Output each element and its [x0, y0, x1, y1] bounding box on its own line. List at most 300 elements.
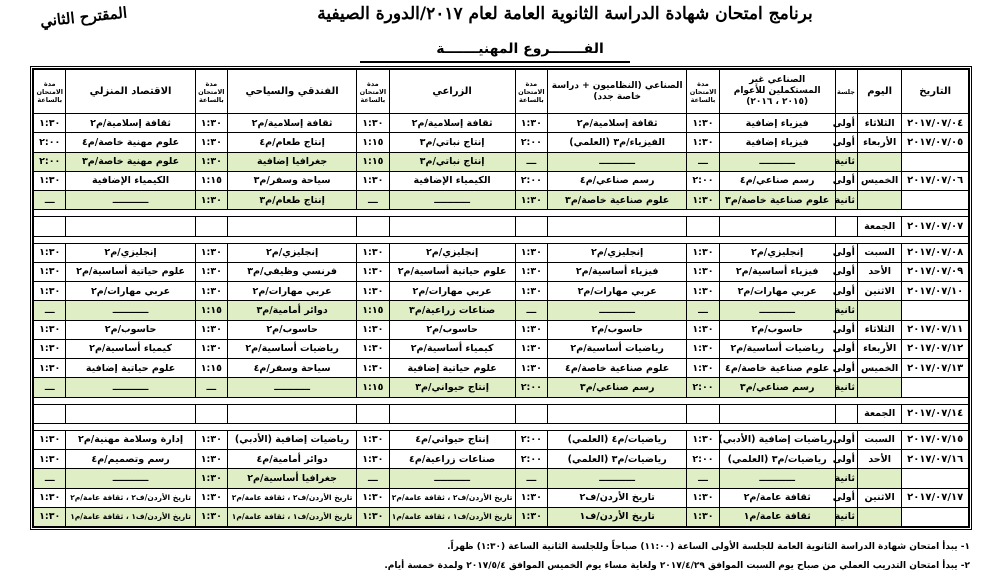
date-cell: ٢٠١٧/٠٧/١٣ [902, 359, 969, 378]
industrial-cell: فيزياء أساسية/م٢ [548, 262, 687, 281]
header-industrial-unemployed: الصناعي غير المستكملين للأعوام (٢٠١٥ ، ٢٠١٦) [719, 70, 835, 114]
session-cell: ثانية [835, 301, 857, 320]
industrial-cell: ـــــــــــ [548, 301, 687, 320]
industrial-cell: رسم صناعي/م٤ [548, 171, 687, 190]
agricultural-cell: إنتاج حيواني/م٤ [389, 430, 515, 449]
table-row [34, 262, 969, 281]
duration-cell: ٢:٠٠ [515, 378, 547, 397]
agricultural-cell: صناعات زراعية/م٣ [389, 301, 515, 320]
day-cell: السبت [857, 243, 901, 262]
hotel-cell: إنجليزي/م٢ [227, 243, 356, 262]
separator-cell [34, 423, 969, 430]
industrial-unemployed-cell: فيزياء إضافية [719, 114, 835, 133]
industrial-unemployed-cell: رياضيات/م٣ (العلمي) [719, 450, 835, 469]
industrial-unemployed-cell: ثقافة عامة/م٢ [719, 488, 835, 507]
date-cell: ٢٠١٧/٠٧/٠٨ [902, 243, 969, 262]
header-duration: مدة الامتحان بالساعة [687, 70, 719, 114]
agricultural-cell: صناعات زراعية/م٤ [389, 450, 515, 469]
separator-cell [34, 210, 969, 217]
page-title: برنامج امتحان شهادة الدراسة الثانوية العامة لعام ٢٠١٧/الدورة الصيفية [317, 4, 813, 24]
duration-cell: ـــ [34, 469, 66, 488]
date-cell [902, 191, 969, 210]
duration-cell: ٢:٠٠ [687, 171, 719, 190]
date-cell: ٢٠١٧/٠٧/٠٥ [902, 133, 969, 152]
subtitle-underline [360, 61, 630, 63]
date-cell: ٢٠١٧/٠٧/٠٧ [902, 217, 969, 236]
home-economics-cell: ـــــــــــ [66, 378, 195, 397]
home-economics-cell: علوم مهنية خاصة/م٣ [66, 152, 195, 171]
duration-cell: ١:٣٠ [515, 282, 547, 301]
header-duration: مدة الامتحان بالساعة [34, 70, 66, 114]
duration-cell: ١:٣٠ [687, 133, 719, 152]
proposal-label: المقترح الثاني [39, 3, 128, 31]
day-cell: الأحد [857, 262, 901, 281]
date-cell [902, 378, 969, 397]
industrial-unemployed-cell: إنجليزي/م٢ [719, 243, 835, 262]
day-cell: السبت [857, 430, 901, 449]
duration-cell: ١:٣٠ [195, 320, 227, 339]
duration-cell: ١:٣٠ [195, 507, 227, 526]
hotel-cell: عربي مهارات/م٢ [227, 282, 356, 301]
table-row [34, 320, 969, 339]
header-duration: مدة الامتحان بالساعة [357, 70, 389, 114]
duration-cell: ١:٣٠ [195, 488, 227, 507]
duration-cell: ١:٣٠ [195, 469, 227, 488]
session-cell: أولى [835, 282, 857, 301]
hotel-cell: سياحة وسفر/م٤ [227, 359, 356, 378]
schedule-table [33, 69, 969, 527]
agricultural-cell: ـــــــــــ [389, 469, 515, 488]
table-row [34, 359, 969, 378]
session-cell: ثانية [835, 469, 857, 488]
table-row [34, 133, 969, 152]
day-cell [857, 378, 901, 397]
day-cell: الثلاثاء [857, 320, 901, 339]
home-economics-cell [66, 217, 195, 236]
home-economics-cell: إنجليزي/م٢ [66, 243, 195, 262]
table-row [34, 114, 969, 133]
duration-cell: ١:٣٠ [687, 114, 719, 133]
header-home-economics: الاقتصاد المنزلي [66, 70, 195, 114]
agricultural-cell: عربي مهارات/م٢ [389, 282, 515, 301]
home-economics-cell: رسم وتصميم/م٤ [66, 450, 195, 469]
duration-cell: ١:٣٠ [357, 339, 389, 358]
industrial-cell [548, 217, 687, 236]
table-row [34, 469, 969, 488]
session-cell: أولى [835, 450, 857, 469]
agricultural-cell: إنتاج نباتي/م٣ [389, 133, 515, 152]
hotel-cell [227, 217, 356, 236]
home-economics-cell: علوم مهنية خاصة/م٤ [66, 133, 195, 152]
industrial-unemployed-cell: ـــــــــــ [719, 301, 835, 320]
home-economics-cell: حاسوب/م٢ [66, 320, 195, 339]
schedule-body [34, 114, 969, 527]
separator-cell [34, 397, 969, 404]
day-cell: الخميس [857, 171, 901, 190]
hotel-cell: سياحة وسفر/م٣ [227, 171, 356, 190]
table-row [34, 507, 969, 526]
duration-cell: ـــ [357, 469, 389, 488]
table-row [34, 488, 969, 507]
industrial-cell: تاريخ الأردن/ف١ [548, 507, 687, 526]
agricultural-cell: إنتاج نباتي/م٣ [389, 152, 515, 171]
duration-cell [515, 217, 547, 236]
hotel-cell: حاسوب/م٢ [227, 320, 356, 339]
table-row [34, 152, 969, 171]
hotel-cell: جغرافيا إضافية [227, 152, 356, 171]
duration-cell: ١:١٥ [357, 378, 389, 397]
agricultural-cell: علوم حياتية إضافية [389, 359, 515, 378]
duration-cell: ١:٣٠ [515, 320, 547, 339]
industrial-cell: ـــــــــــ [548, 469, 687, 488]
session-cell: أولى [835, 133, 857, 152]
table-row [34, 191, 969, 210]
session-cell [835, 217, 857, 236]
duration-cell: ٢:٠٠ [515, 133, 547, 152]
duration-cell: ١:١٥ [357, 301, 389, 320]
duration-cell: ١:٣٠ [687, 430, 719, 449]
hotel-cell: رياضيات إضافية (الأدبي) [227, 430, 356, 449]
industrial-cell: رياضيات/م٤ (العلمي) [548, 430, 687, 449]
table-row [34, 378, 969, 397]
duration-cell: ١:٣٠ [687, 243, 719, 262]
session-cell: أولى [835, 320, 857, 339]
header-hotel: الفندقي والسياحي [227, 70, 356, 114]
agricultural-cell: إنتاج حيواني/م٣ [389, 378, 515, 397]
day-cell [857, 507, 901, 526]
duration-cell: ١:٣٠ [687, 282, 719, 301]
session-cell: ثانية [835, 152, 857, 171]
date-cell [902, 469, 969, 488]
duration-cell: ـــ [34, 191, 66, 210]
home-economics-cell: ـــــــــــ [66, 469, 195, 488]
note-2: ٢- يبدأ امتحان التدريب العملي من صباح يوم السبت الموافق ٢٠١٧/٤/٢٩ ولغاية مساء يوم الخميس الموافق ٢٠١٧/٥/٤ ولمدة خمسة أيام. [384, 561, 970, 571]
duration-cell: ٢:٠٠ [34, 152, 66, 171]
session-cell: أولى [835, 359, 857, 378]
duration-cell: ١:٣٠ [515, 191, 547, 210]
duration-cell [195, 217, 227, 236]
date-cell: ٢٠١٧/٠٧/١٧ [902, 488, 969, 507]
day-cell [857, 191, 901, 210]
agricultural-cell: حاسوب/م٢ [389, 320, 515, 339]
table-row [34, 171, 969, 190]
duration-cell: ١:٣٠ [34, 320, 66, 339]
session-cell: ثانية [835, 191, 857, 210]
duration-cell: ١:١٥ [195, 171, 227, 190]
industrial-cell: رياضيات/م٣ (العلمي) [548, 450, 687, 469]
hotel-cell: تاريخ الأردن/ف١ ، ثقافة عامة/م١ [227, 507, 356, 526]
duration-cell: ١:١٥ [357, 152, 389, 171]
hotel-cell: إنتاج طعام/م٣ [227, 191, 356, 210]
separator-row [34, 236, 969, 243]
session-cell: أولى [835, 243, 857, 262]
duration-cell: ١:٣٠ [357, 282, 389, 301]
duration-cell: ١:٣٠ [515, 262, 547, 281]
duration-cell: ١:٣٠ [34, 282, 66, 301]
day-cell [857, 301, 901, 320]
industrial-unemployed-cell [719, 404, 835, 423]
duration-cell: ١:٣٠ [195, 114, 227, 133]
agricultural-cell: إنجليزي/م٢ [389, 243, 515, 262]
home-economics-cell: عربي مهارات/م٢ [66, 282, 195, 301]
industrial-cell: ثقافة إسلامية/م٢ [548, 114, 687, 133]
industrial-unemployed-cell: ثقافة عامة/م١ [719, 507, 835, 526]
duration-cell: ١:٣٠ [357, 320, 389, 339]
duration-cell: ١:١٥ [195, 359, 227, 378]
industrial-cell: إنجليزي/م٢ [548, 243, 687, 262]
hotel-cell: جغرافيا أساسية/م٢ [227, 469, 356, 488]
hotel-cell: إنتاج طعام/م٤ [227, 133, 356, 152]
schedule-table-frame [30, 66, 972, 530]
session-cell [835, 404, 857, 423]
industrial-unemployed-cell: ـــــــــــ [719, 469, 835, 488]
table-row [34, 243, 969, 262]
date-cell: ٢٠١٧/٠٧/١٠ [902, 282, 969, 301]
table-row [34, 339, 969, 358]
home-economics-cell: تاريخ الأردن/ف٢ ، ثقافة عامة/م٢ [66, 488, 195, 507]
session-cell: أولى [835, 114, 857, 133]
hotel-cell: ـــــــــــ [227, 378, 356, 397]
duration-cell: ٢:٠٠ [687, 378, 719, 397]
agricultural-cell: كيمياء أساسية/م٢ [389, 339, 515, 358]
duration-cell: ١:٣٠ [357, 450, 389, 469]
industrial-unemployed-cell: علوم صناعية خاصة/م٣ [719, 191, 835, 210]
industrial-cell: رياضيات أساسية/م٢ [548, 339, 687, 358]
agricultural-cell: الكيمياء الإضافية [389, 171, 515, 190]
day-cell: الأربعاء [857, 133, 901, 152]
session-cell: ثانية [835, 378, 857, 397]
industrial-unemployed-cell: رياضيات إضافية (الأدبي) [719, 430, 835, 449]
duration-cell: ١:٣٠ [515, 359, 547, 378]
session-cell: أولى [835, 488, 857, 507]
duration-cell: ١:٣٠ [357, 488, 389, 507]
day-cell: الجمعة [857, 404, 901, 423]
table-row [34, 301, 969, 320]
duration-cell: ـــ [195, 378, 227, 397]
industrial-cell: الفيزياء/م٣ (العلمي) [548, 133, 687, 152]
duration-cell: ١:٣٠ [515, 114, 547, 133]
home-economics-cell: ـــــــــــ [66, 301, 195, 320]
date-cell: ٢٠١٧/٠٧/٠٩ [902, 262, 969, 281]
agricultural-cell: تاريخ الأردن/ف٢ ، ثقافة عامة/م٢ [389, 488, 515, 507]
duration-cell: ٢:٠٠ [34, 133, 66, 152]
duration-cell: ١:٣٠ [515, 507, 547, 526]
duration-cell [515, 404, 547, 423]
duration-cell [687, 404, 719, 423]
duration-cell: ١:٣٠ [34, 507, 66, 526]
duration-cell: ١:٣٠ [357, 507, 389, 526]
header-duration: مدة الامتحان بالساعة [515, 70, 547, 114]
page-subtitle: الفـــــــروع المهنيـــــــة [436, 41, 604, 57]
session-cell: أولى [835, 430, 857, 449]
duration-cell: ١:٣٠ [195, 191, 227, 210]
duration-cell: ١:٣٠ [195, 282, 227, 301]
header-duration: مدة الامتحان بالساعة [195, 70, 227, 114]
home-economics-cell: علوم حياتية أساسية/م٢ [66, 262, 195, 281]
duration-cell: ١:٣٠ [687, 339, 719, 358]
duration-cell: ـــ [34, 378, 66, 397]
note-1: ١- يبدأ امتحان شهادة الدراسة الثانوية العامة للجلسة الأولى الساعة (١١:٠٠) صباحاً وللجلسة الثانية الساعة (١:٣٠) ظهراً. [447, 542, 970, 552]
industrial-unemployed-cell [719, 217, 835, 236]
hotel-cell: فرنسي وظيفي/م٣ [227, 262, 356, 281]
industrial-cell: علوم صناعية خاصة/م٣ [548, 191, 687, 210]
session-cell: ثانية [835, 507, 857, 526]
header-day: اليوم [857, 70, 901, 114]
duration-cell: ١:٣٠ [687, 262, 719, 281]
day-cell: الثلاثاء [857, 114, 901, 133]
duration-cell: ١:٣٠ [34, 430, 66, 449]
duration-cell: ـــ [687, 301, 719, 320]
industrial-cell: رسم صناعي/م٣ [548, 378, 687, 397]
agricultural-cell: تاريخ الأردن/ف١ ، ثقافة عامة/م١ [389, 507, 515, 526]
duration-cell: ـــ [515, 469, 547, 488]
session-cell: أولى [835, 339, 857, 358]
duration-cell [34, 217, 66, 236]
duration-cell: ١:٣٠ [357, 171, 389, 190]
hotel-cell: رياضيات أساسية/م٢ [227, 339, 356, 358]
industrial-unemployed-cell: فيزياء أساسية/م٢ [719, 262, 835, 281]
agricultural-cell [389, 217, 515, 236]
date-cell: ٢٠١٧/٠٧/٠٤ [902, 114, 969, 133]
date-cell: ٢٠١٧/٠٧/١١ [902, 320, 969, 339]
duration-cell: ١:١٥ [195, 301, 227, 320]
industrial-unemployed-cell: علوم صناعية خاصة/م٤ [719, 359, 835, 378]
duration-cell: ١:٣٠ [687, 488, 719, 507]
duration-cell: ٢:٠٠ [515, 450, 547, 469]
home-economics-cell: الكيمياء الإضافية [66, 171, 195, 190]
duration-cell: ١:٣٠ [34, 359, 66, 378]
duration-cell: ١:٣٠ [34, 262, 66, 281]
table-row [34, 430, 969, 449]
header-agricultural: الزراعي [389, 70, 515, 114]
industrial-cell: حاسوب/م٢ [548, 320, 687, 339]
duration-cell [34, 404, 66, 423]
industrial-unemployed-cell: ـــــــــــ [719, 152, 835, 171]
duration-cell: ١:٣٠ [34, 450, 66, 469]
industrial-cell: تاريخ الأردن/ف٢ [548, 488, 687, 507]
industrial-unemployed-cell: رياضيات أساسية/م٢ [719, 339, 835, 358]
industrial-unemployed-cell: حاسوب/م٢ [719, 320, 835, 339]
duration-cell: ـــ [687, 469, 719, 488]
date-cell [902, 507, 969, 526]
industrial-cell [548, 404, 687, 423]
home-economics-cell [66, 404, 195, 423]
header-date: التاريخ [902, 70, 969, 114]
home-economics-cell: كيمياء أساسية/م٢ [66, 339, 195, 358]
duration-cell: ١:٣٠ [34, 243, 66, 262]
table-row [34, 217, 969, 236]
duration-cell: ـــ [515, 301, 547, 320]
duration-cell: ـــ [357, 191, 389, 210]
date-cell: ٢٠١٧/٠٧/١٦ [902, 450, 969, 469]
duration-cell: ٢:٠٠ [687, 450, 719, 469]
duration-cell: ١:٣٠ [687, 191, 719, 210]
duration-cell: ١:٣٠ [195, 243, 227, 262]
duration-cell: ٢:٠٠ [515, 171, 547, 190]
day-cell [857, 469, 901, 488]
home-economics-cell: تاريخ الأردن/ف١ ، ثقافة عامة/م١ [66, 507, 195, 526]
duration-cell [357, 217, 389, 236]
hotel-cell: دوائر أمامية/م٤ [227, 450, 356, 469]
table-row [34, 282, 969, 301]
duration-cell: ١:٣٠ [195, 339, 227, 358]
day-cell: الاثنين [857, 488, 901, 507]
home-economics-cell: ـــــــــــ [66, 191, 195, 210]
duration-cell [195, 404, 227, 423]
duration-cell: ١:٣٠ [34, 171, 66, 190]
duration-cell: ١:٣٠ [34, 488, 66, 507]
separator-cell [34, 236, 969, 243]
duration-cell: ـــ [515, 152, 547, 171]
duration-cell: ١:٣٠ [195, 133, 227, 152]
hotel-cell [227, 404, 356, 423]
hotel-cell: ثقافة إسلامية/م٢ [227, 114, 356, 133]
duration-cell: ١:٣٠ [195, 450, 227, 469]
industrial-unemployed-cell: رسم صناعي/م٤ [719, 171, 835, 190]
duration-cell: ١:٣٠ [34, 339, 66, 358]
date-cell: ٢٠١٧/٠٧/٠٦ [902, 171, 969, 190]
day-cell: الخميس [857, 359, 901, 378]
duration-cell: ١:٣٠ [357, 262, 389, 281]
duration-cell [357, 404, 389, 423]
duration-cell: ١:٣٠ [687, 320, 719, 339]
day-cell: الاثنين [857, 282, 901, 301]
industrial-cell: علوم صناعية خاصة/م٤ [548, 359, 687, 378]
duration-cell: ـــ [34, 301, 66, 320]
duration-cell: ٢:٠٠ [515, 430, 547, 449]
hotel-cell: تاريخ الأردن/ف٢ ، ثقافة عامة/م٢ [227, 488, 356, 507]
duration-cell: ١:٣٠ [357, 243, 389, 262]
day-cell: الجمعة [857, 217, 901, 236]
industrial-unemployed-cell: عربي مهارات/م٢ [719, 282, 835, 301]
duration-cell: ١:٣٠ [34, 114, 66, 133]
industrial-unemployed-cell: فيزياء إضافية [719, 133, 835, 152]
date-cell: ٢٠١٧/٠٧/١٤ [902, 404, 969, 423]
duration-cell: ـــ [687, 152, 719, 171]
table-row [34, 450, 969, 469]
duration-cell: ١:٣٠ [357, 114, 389, 133]
duration-cell: ١:٣٠ [357, 430, 389, 449]
industrial-unemployed-cell: رسم صناعي/م٣ [719, 378, 835, 397]
table-row [34, 404, 969, 423]
day-cell [857, 152, 901, 171]
session-cell: أولى [835, 262, 857, 281]
duration-cell: ١:٣٠ [515, 488, 547, 507]
day-cell: الأحد [857, 450, 901, 469]
duration-cell: ١:٣٠ [515, 339, 547, 358]
session-cell: أولى [835, 171, 857, 190]
date-cell: ٢٠١٧/٠٧/١٢ [902, 339, 969, 358]
home-economics-cell: علوم حياتية إضافية [66, 359, 195, 378]
day-cell: الأربعاء [857, 339, 901, 358]
separator-row [34, 397, 969, 404]
duration-cell: ١:٣٠ [195, 262, 227, 281]
date-cell [902, 301, 969, 320]
duration-cell: ١:١٥ [357, 133, 389, 152]
duration-cell: ١:٣٠ [195, 430, 227, 449]
duration-cell: ١:٣٠ [687, 359, 719, 378]
industrial-cell: ـــــــــــ [548, 152, 687, 171]
hotel-cell: دوائر أمامية/م٣ [227, 301, 356, 320]
header-industrial: الصناعي (النظاميون + دراسة خاصة جدد) [548, 70, 687, 114]
home-economics-cell: إدارة وسلامة مهنية/م٢ [66, 430, 195, 449]
home-economics-cell: ثقافة إسلامية/م٢ [66, 114, 195, 133]
duration-cell: ١:٣٠ [195, 152, 227, 171]
separator-row [34, 210, 969, 217]
date-cell [902, 152, 969, 171]
agricultural-cell: علوم حياتية أساسية/م٢ [389, 262, 515, 281]
agricultural-cell: ثقافة إسلامية/م٢ [389, 114, 515, 133]
